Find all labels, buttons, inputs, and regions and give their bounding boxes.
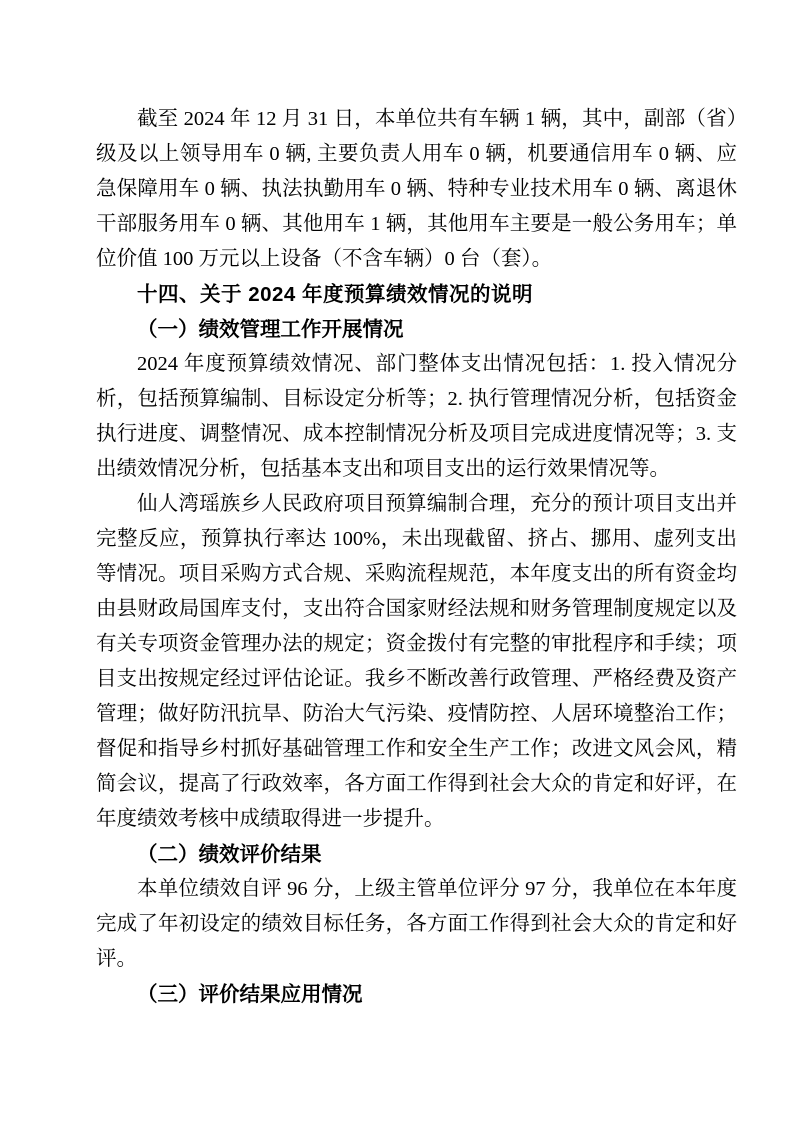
subsection-heading-2-evaluation-results: （二）绩效评价结果	[137, 843, 322, 866]
paragraph-evaluation-scores: 本单位绩效自评 96 分，上级主管单位评分 97 分，我单位在本年度完成了年初设定的绩效目标任务，各方面工作得到社会大众的肯定和好评。	[96, 878, 737, 970]
paragraph-performance-analysis-scope: 2024 年度预算绩效情况、部门整体支出情况包括：1. 投入情况分析，包括预算编制、目标设定分析等；2. 执行管理情况分析，包括资金执行进度、调整情况、成本控制情况分析及项目完成进度情况等；3. 支出绩效情况分析，包括基本支出和项目支出的运行效果情况等。	[96, 353, 737, 480]
subsection-heading-1-performance-management: （一）绩效管理工作开展情况	[137, 318, 404, 341]
paragraph-budget-execution-details: 仙人湾瑶族乡人民政府项目预算编制合理，充分的预计项目支出并完整反应，预算执行率达 100%，未出现截留、挤占、挪用、虚列支出等情况。项目采购方式合规、采购流程规范，本年度支出的所有资金均由县财政局国库支付，支出符合国家财经法规和财务管理制度规定以及有关专项资金管理办法的规定；资金拨付有完整的审批程序和手续；项目支出按规定经过评估论证。我乡不断改善行政管理、严格经费及资产管理；做好防汛抗旱、防治大气污染、疫情防控、人居环境整治工作；督促和指导乡村抓好基础管理工作和安全生产工作；改进文风会风，精简会议，提高了行政效率，各方面工作得到社会大众的肯定和好评，在年度绩效考核中成绩取得进一步提升。	[96, 493, 737, 830]
document-body	[96, 102, 737, 1012]
subsection-heading-3-results-application: （三）评价结果应用情况	[137, 983, 363, 1006]
paragraph-vehicle-assets: 截至 2024 年 12 月 31 日，本单位共有车辆 1 辆，其中，副部（省）级及以上领导用车 0 辆, 主要负责人用车 0 辆，机要通信用车 0 辆、应急保障用车 0 辆、执法执勤用车 0 辆、特种专业技术用车 0 辆、离退休干部服务用车 0 辆、其他用车 1 辆，其他用车主要是一般公务用车；单位价值 100 万元以上设备（不含车辆）0 台（套）。	[96, 108, 737, 270]
section-heading-14-budget-performance: 十四、关于 2024 年度预算绩效情况的说明	[137, 283, 533, 306]
